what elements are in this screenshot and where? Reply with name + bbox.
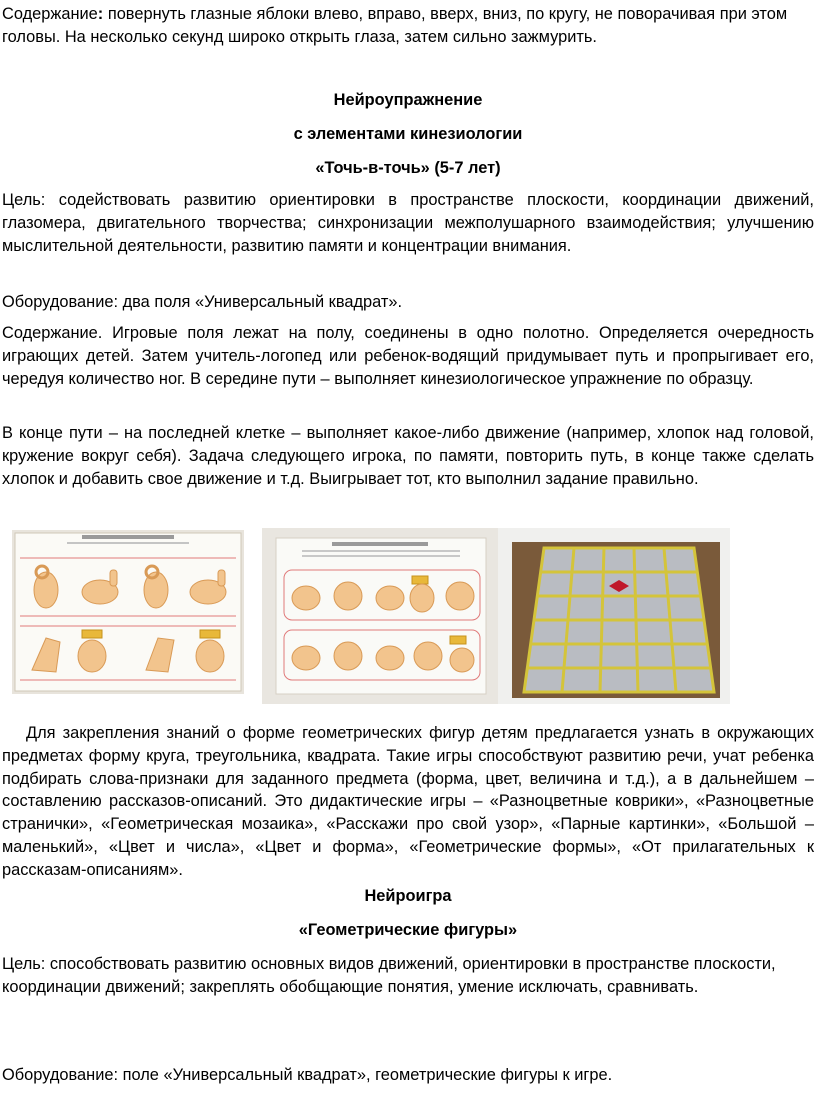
exercise1-title-line1: Нейроупражнение <box>333 91 483 109</box>
kinesiology-card-illustration-1 <box>12 530 244 694</box>
exercise1-content: Содержание. Игровые поля лежат на полу, соединены в одно полотно. Определяется очередность играющих детей. Затем учитель-логопед или ребенок-водящий придумывает путь и пропрыгивает его, чередуя количество ног. В середине пути – выполняет кинезиологическое упражнение по образцу. <box>2 324 814 388</box>
exercise1-content2: В конце пути – на последней клетке – выполняет какое-либо движение (например, хлопок над головой, кружение вокруг себя). Задача следующего игрока, по памяти, повторить путь, в конце также сделать хлопок и добавить свое движение и т.д. Выигрывает тот, кто выполнил задание правильно. <box>2 424 814 488</box>
kinesiology-card-illustration-2 <box>262 528 500 704</box>
exercise2-title-line2: «Геометрические фигуры» <box>298 921 518 939</box>
intro-colon: : <box>97 5 104 23</box>
exercise2-equipment: Оборудование: поле «Универсальный квадрат», геометрические фигуры к игре. <box>2 1066 613 1084</box>
exercise2-goal: Цель: способствовать развитию основных видов движений, ориентировки в пространстве плоскости, координации движений; закреплять обобщающие понятия, умение исключать, сравнивать. <box>2 955 776 996</box>
intro-paragraph <box>2 3 814 49</box>
exercise1-goal: Цель: содействовать развитию ориентировки в пространстве плоскости, координации движений, глазомера, двигательного творчества; синхронизации межполушарного взаимодействия; улучшению мыслительной деятельности, развитию памяти и концентрации внимания. <box>2 191 814 255</box>
exercise1-equipment: Оборудование: два поля «Универсальный квадрат». <box>2 293 403 311</box>
exercise1-title-line3: «Точь-в-точь» (5-7 лет) <box>315 159 501 177</box>
intro-label: Содержание <box>2 5 98 23</box>
exercise1-title-line2: с элементами кинезиологии <box>293 125 523 143</box>
kinesiology-card-image-2 <box>262 528 500 704</box>
universal-square-mat-illustration <box>498 528 730 704</box>
kinesiology-card-image-1 <box>12 530 244 694</box>
universal-square-mat-photo <box>498 528 730 704</box>
intro-text: повернуть глазные яблоки влево, вправо, вверх, вниз, по кругу, не поворачивая при этом головы. На несколько секунд широко открыть глаза, затем сильно зажмурить. <box>2 5 788 46</box>
exercise2-title-line1: Нейроигра <box>364 887 452 905</box>
geometry-paragraph: Для закрепления знаний о форме геометрических фигур детям предлагается узнать в окружающих предметах форму круга, треугольника, квадрата. Такие игры способствуют развитию речи, учат ребенка подбирать слова-признаки для заданного предмета (форма, цвет, величина и т.д.), а в дальнейшем – составлению рассказов-описаний. Это дидактические игры – «Разноцветные коврики», «Разноцветные странички», «Геометрическая мозаика», «Расскажи про свой узор», «Парные картинки», «Большой – маленький», «Цвет и числа», «Цвет и форма», «Геометрические формы», «От прилагательных к рассказам-описаниям». <box>2 724 814 879</box>
